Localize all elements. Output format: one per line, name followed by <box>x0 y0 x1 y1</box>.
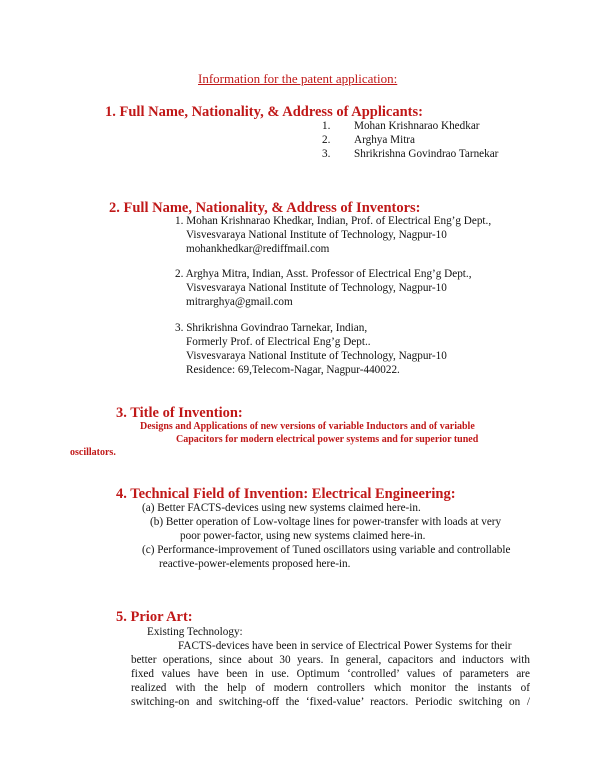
applicant-name: Arghya Mitra <box>354 134 416 146</box>
applicant-name: Mohan Krishnarao Khedkar <box>354 120 480 132</box>
prior-art-para-line-4: realized with the help of modern controllers which monitor the instants of <box>131 682 530 694</box>
invention-title-line-1: Designs and Applications of new versions of variable Inductors and of variable <box>140 421 475 432</box>
inventor-2-line-2: Visvesvaraya National Institute of Technology, Nagpur-10 <box>186 282 447 294</box>
applicant-number: 2. <box>322 134 331 146</box>
field-item-c-line-1: (c) Performance-improvement of Tuned oscillators using variable and controllable <box>142 544 511 556</box>
document-title: Information for the patent application: <box>198 71 398 86</box>
section-5-heading: 5. Prior Art: <box>116 609 193 625</box>
prior-art-para-line-1: FACTS-devices have been in service of Electrical Power Systems for their <box>178 640 512 652</box>
invention-title-line-2: Capacitors for modern electrical power systems and for superior tuned <box>176 434 479 445</box>
field-item-b-line-1: (b) Better operation of Low-voltage lines for power-transfer with loads at very <box>150 516 502 528</box>
inventor-3-line-1: 3. Shrikrishna Govindrao Tarnekar, Indian, <box>175 322 368 334</box>
field-item-a: (a) Better FACTS-devices using new systems claimed here-in. <box>142 502 421 514</box>
field-item-b-line-2: poor power-factor, using new systems claimed here-in. <box>180 530 426 542</box>
inventor-3-residence: Residence: 69,Telecom-Nagar, Nagpur-440022. <box>186 364 400 376</box>
section-2-heading: 2. Full Name, Nationality, & Address of Inventors: <box>109 200 421 216</box>
inventor-3-line-2: Formerly Prof. of Electrical Eng’g Dept.. <box>186 336 371 348</box>
applicant-number: 1. <box>322 120 331 132</box>
inventor-2-line-1: 2. Arghya Mitra, Indian, Asst. Professor of Electrical Eng’g Dept., <box>175 268 472 280</box>
applicant-name: Shrikrishna Govindrao Tarnekar <box>354 148 499 160</box>
prior-art-para-line-3: fixed values have been in use. Optimum ‘controlled’ values of parameters are <box>131 668 530 680</box>
applicant-3 <box>322 148 498 160</box>
applicant-1 <box>322 120 480 132</box>
inventor-1-line-2: Visvesvaraya National Institute of Technology, Nagpur-10 <box>186 229 447 241</box>
section-1-heading: 1. Full Name, Nationality, & Address of Applicants: <box>105 104 423 120</box>
inventor-2-email: mitrarghya@gmail.com <box>186 296 293 308</box>
prior-art-para-line-5: switching-on and switching-off the ‘fixed-value’ reactors. Periodic switching on / <box>131 696 530 708</box>
inventor-1-line-1: 1. Mohan Krishnarao Khedkar, Indian, Prof. of Electrical Eng’g Dept., <box>175 215 492 227</box>
section-4-heading: 4. Technical Field of Invention: Electrical Engineering: <box>116 486 456 502</box>
prior-art-para-line-2: better operations, since about 30 years. In general, capacitors and inductors with <box>131 654 530 666</box>
invention-title-line-3: oscillators. <box>70 447 116 458</box>
inventor-3-line-3: Visvesvaraya National Institute of Technology, Nagpur-10 <box>186 350 447 362</box>
applicant-2 <box>322 134 415 146</box>
field-item-c-line-2: reactive-power-elements proposed here-in. <box>159 558 351 570</box>
inventor-1-email: mohankhedkar@rediffmail.com <box>186 243 330 255</box>
applicant-number: 3. <box>322 148 331 160</box>
prior-art-subheading: Existing Technology: <box>147 626 243 638</box>
section-3-heading: 3. Title of Invention: <box>116 405 243 421</box>
